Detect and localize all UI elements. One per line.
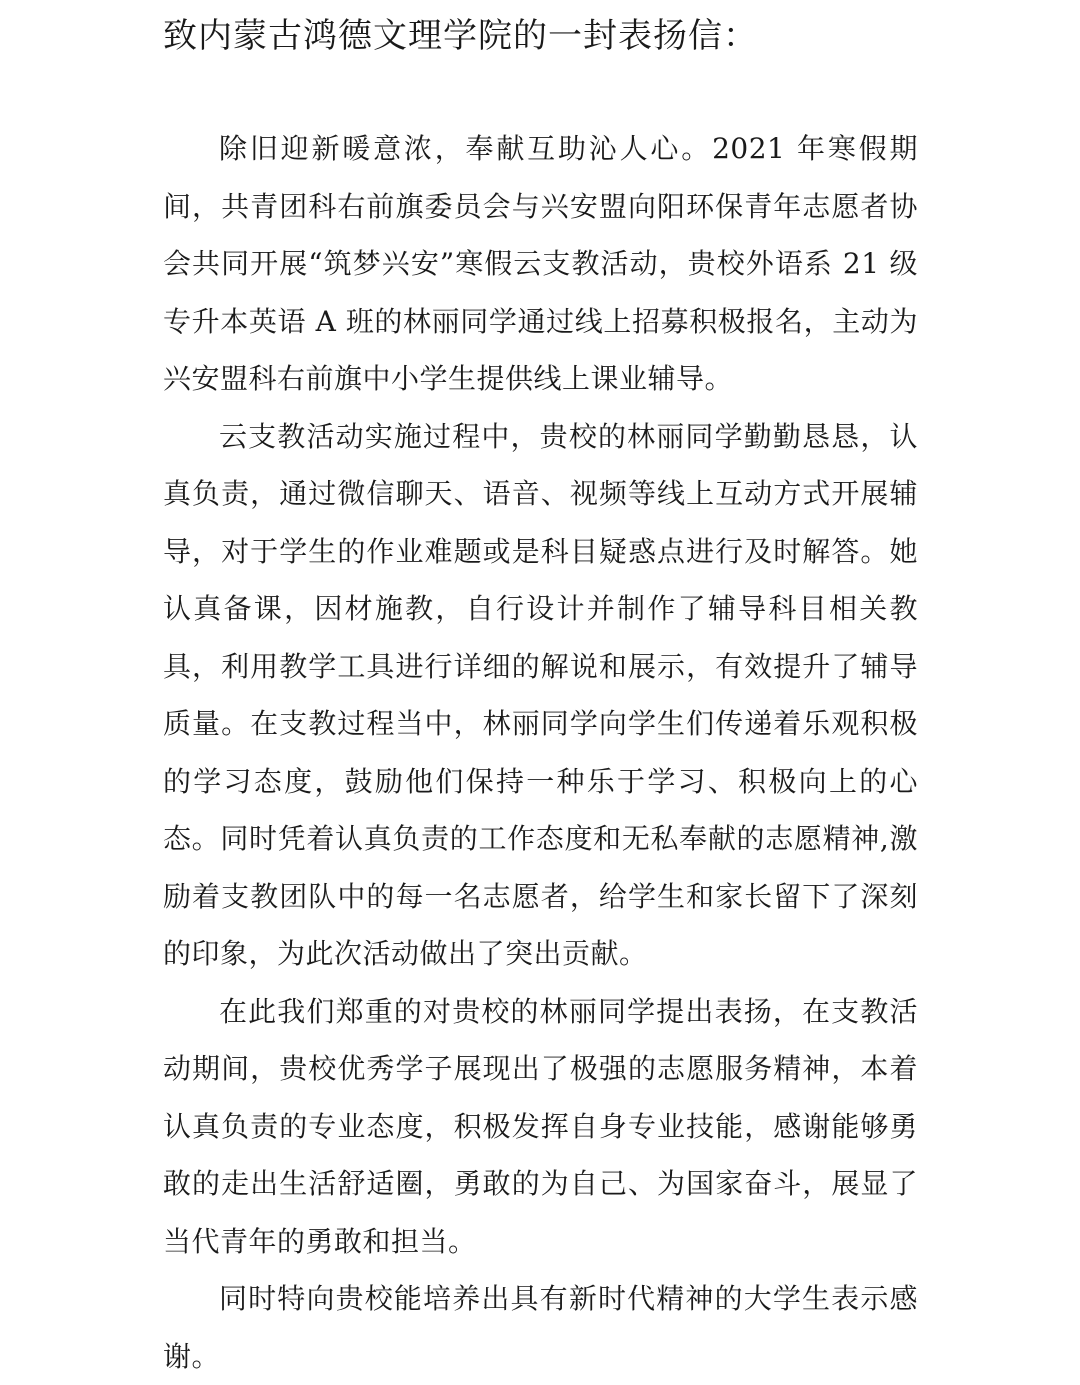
letter-title: 致内蒙古鸿德文理学院的一封表扬信： xyxy=(163,16,758,56)
letter-page xyxy=(163,0,918,1373)
paragraph: 在此我们郑重的对贵校的林丽同学提出表扬，在支教活动期间，贵校优秀学子展现出了极强的志愿服务精神，本着认真负责的专业态度，积极发挥自身专业技能，感谢能够勇敢的走出生活舒适圈，勇敢的为自己、为国家奋斗，展显了当代青年的勇敢和担当。 xyxy=(163,994,918,1258)
letter-body xyxy=(163,120,918,1385)
paragraph: 云支教活动实施过程中，贵校的林丽同学勤勤恳恳，认真负责，通过微信聊天、语音、视频等线上互动方式开展辅导，对于学生的作业难题或是科目疑惑点进行及时解答。她认真备课，因材施教，自行设计并制作了辅导科目相关教具，利用教学工具进行详细的解说和展示，有效提升了辅导质量。在支教过程当中，林丽同学向学生们传递着乐观积极的学习态度，鼓励他们保持一种乐于学习、积极向上的心态。同时凭着认真负责的工作态度和无私奉献的志愿精神,激励着支教团队中的每一名志愿者，给学生和家长留下了深刻的印象，为此次活动做出了突出贡献。 xyxy=(163,419,918,970)
paragraph: 除旧迎新暖意浓，奉献互助沁人心。2021 年寒假期间，共青团科右前旗委员会与兴安盟向阳环保青年志愿者协会共同开展“筑梦兴安”寒假云支教活动，贵校外语系 21 级专升本英语 A 班的林丽同学通过线上招募积极报名，主动为兴安盟科右前旗中小学生提供线上课业辅导。 xyxy=(163,132,918,395)
paragraph: 同时特向贵校能培养出具有新时代精神的大学生表示感谢。 xyxy=(163,1282,918,1373)
